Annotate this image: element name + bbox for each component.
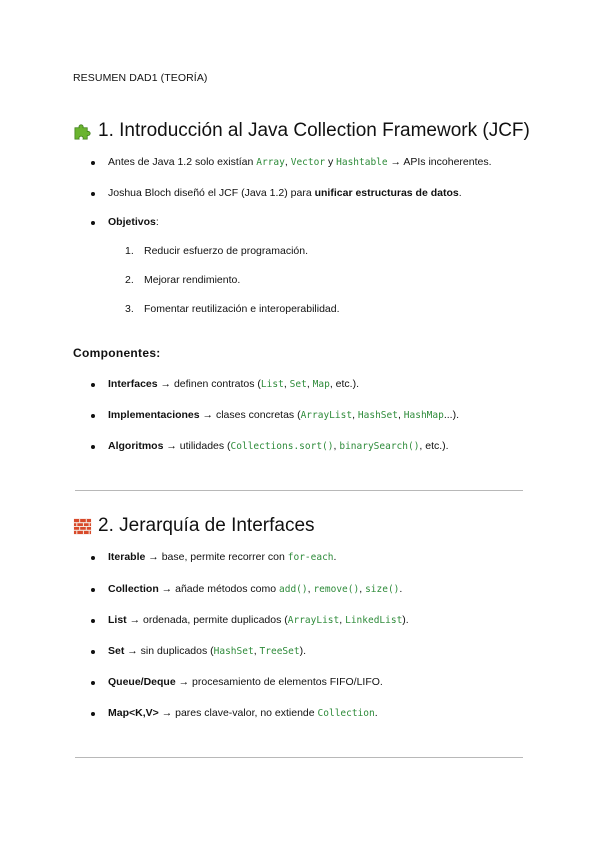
section-2-title: 2. Jerarquía de Interfaces: [98, 515, 315, 536]
section-1-title: 1. Introducción al Java Collection Framework (JCF): [98, 120, 530, 141]
bricks-icon: [73, 517, 92, 536]
puzzle-icon: [73, 122, 92, 141]
section-divider: [75, 490, 523, 491]
section-2-heading: [73, 515, 315, 537]
section-1-heading: [73, 120, 530, 142]
section-divider: [75, 757, 523, 758]
document-title: RESUMEN DAD1 (TEORÍA): [73, 72, 208, 84]
components-heading: Componentes:: [73, 346, 161, 360]
document-page: RESUMEN DAD1 (TEORÍA) 1. Introducción al Java Collection Framework (JCF) Antes de Java 1.2 solo existían Array, Vector y Hashtable → APIs incoherentes. Joshua Bloch diseñó el JCF (Java 1.2) para unificar estructuras de datos. Objetivos: 1. Reducir esfuerzo de programación. 2. Mejorar rendimiento. 3. Fomentar reutilización e interoperabilidad. Componentes: Interfaces → definen contratos (List, Set, Map, etc.). Implementaciones → clases concretas (ArrayList, HashSet, HashMap...). Algoritmos → utilidades (Collections.sort(), binarySearch(), etc.). 2. Jerarquía de Interfaces Iterable → base, permite recorrer con for-each. Collection → añade métodos como add(), remove(), size(). List → ordenada, permite duplicados (ArrayList, LinkedList). Set → sin duplicados (HashSet, TreeSet). Queue/Deque → procesamiento de elementos FIFO/LIFO. Map<K,V> → pares clave-valor, no extiende Collection.: [0, 0, 600, 848]
